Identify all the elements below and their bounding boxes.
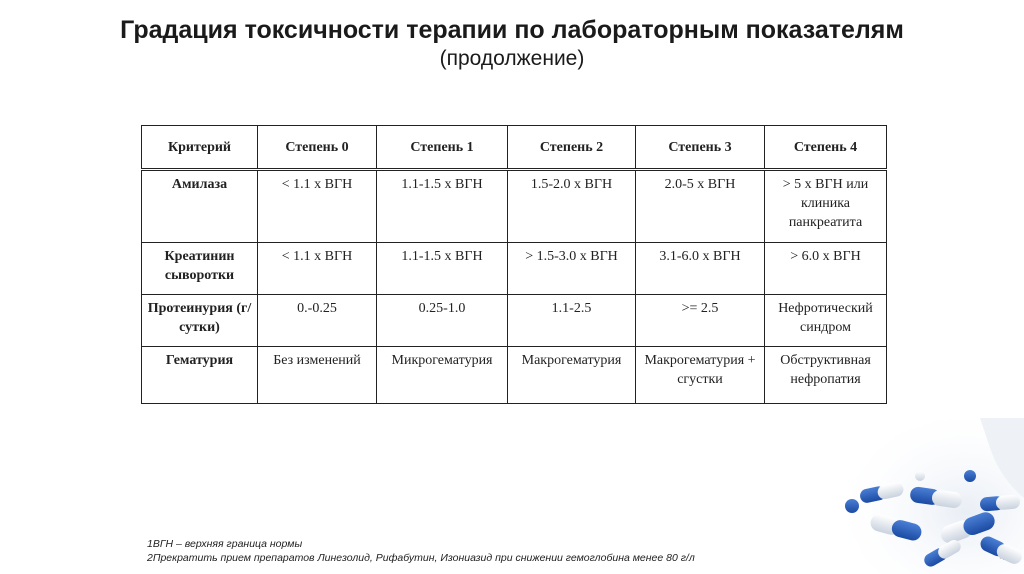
header-grade-3: Степень 3	[636, 126, 765, 170]
table-cell: 1.5-2.0 х ВГН	[508, 170, 636, 243]
table-cell: 0.25-1.0	[377, 295, 508, 347]
footnote-2: 2Прекратить прием препаратов Линезолид, Рифабутин, Изониазид при снижении гемоглобина менее 80 г/л	[147, 552, 695, 564]
table-cell: > 6.0 х ВГН	[765, 242, 887, 294]
slide-title: Градация токсичности терапии по лабораторным показателям	[120, 16, 904, 44]
pills-image	[830, 418, 1024, 574]
slide-subtitle: (продолжение)	[439, 47, 585, 70]
table-cell: Макрогематурия + сгустки	[636, 347, 765, 404]
row-criterion: Гематурия	[142, 347, 258, 404]
toxicity-grade-table	[141, 125, 887, 404]
toxicity-table-container	[141, 125, 886, 404]
table-row	[142, 295, 887, 347]
table-cell: 1.1-1.5 х ВГН	[377, 170, 508, 243]
table-cell: Нефротический синдром	[765, 295, 887, 347]
header-grade-2: Степень 2	[508, 126, 636, 170]
table-cell: Макрогематурия	[508, 347, 636, 404]
table-cell: 3.1-6.0 х ВГН	[636, 242, 765, 294]
header-grade-4: Степень 4	[765, 126, 887, 170]
table-cell: Обструктивная нефропатия	[765, 347, 887, 404]
table-cell: < 1.1 х ВГН	[258, 170, 377, 243]
table-cell: Микрогематурия	[377, 347, 508, 404]
table-row	[142, 170, 887, 243]
table-cell: 1.1-2.5	[508, 295, 636, 347]
header-criterion: Критерий	[142, 126, 258, 170]
table-cell: > 5 х ВГН или клиника панкреатита	[765, 170, 887, 243]
table-cell: 2.0-5 х ВГН	[636, 170, 765, 243]
row-criterion: Креатинин сыворотки	[142, 242, 258, 294]
table-row	[142, 347, 887, 404]
header-grade-0: Степень 0	[258, 126, 377, 170]
table-cell: > 1.5-3.0 х ВГН	[508, 242, 636, 294]
table-row	[142, 242, 887, 294]
row-criterion: Амилаза	[142, 170, 258, 243]
table-cell: 0.-0.25	[258, 295, 377, 347]
table-cell: < 1.1 х ВГН	[258, 242, 377, 294]
table-cell: 1.1-1.5 х ВГН	[377, 242, 508, 294]
table-header-row	[142, 126, 887, 170]
table-cell: Без изменений	[258, 347, 377, 404]
footnote-1: 1ВГН – верхняя граница нормы	[147, 538, 303, 550]
table-cell: >= 2.5	[636, 295, 765, 347]
row-criterion: Протеинурия (г/сутки)	[142, 295, 258, 347]
header-grade-1: Степень 1	[377, 126, 508, 170]
